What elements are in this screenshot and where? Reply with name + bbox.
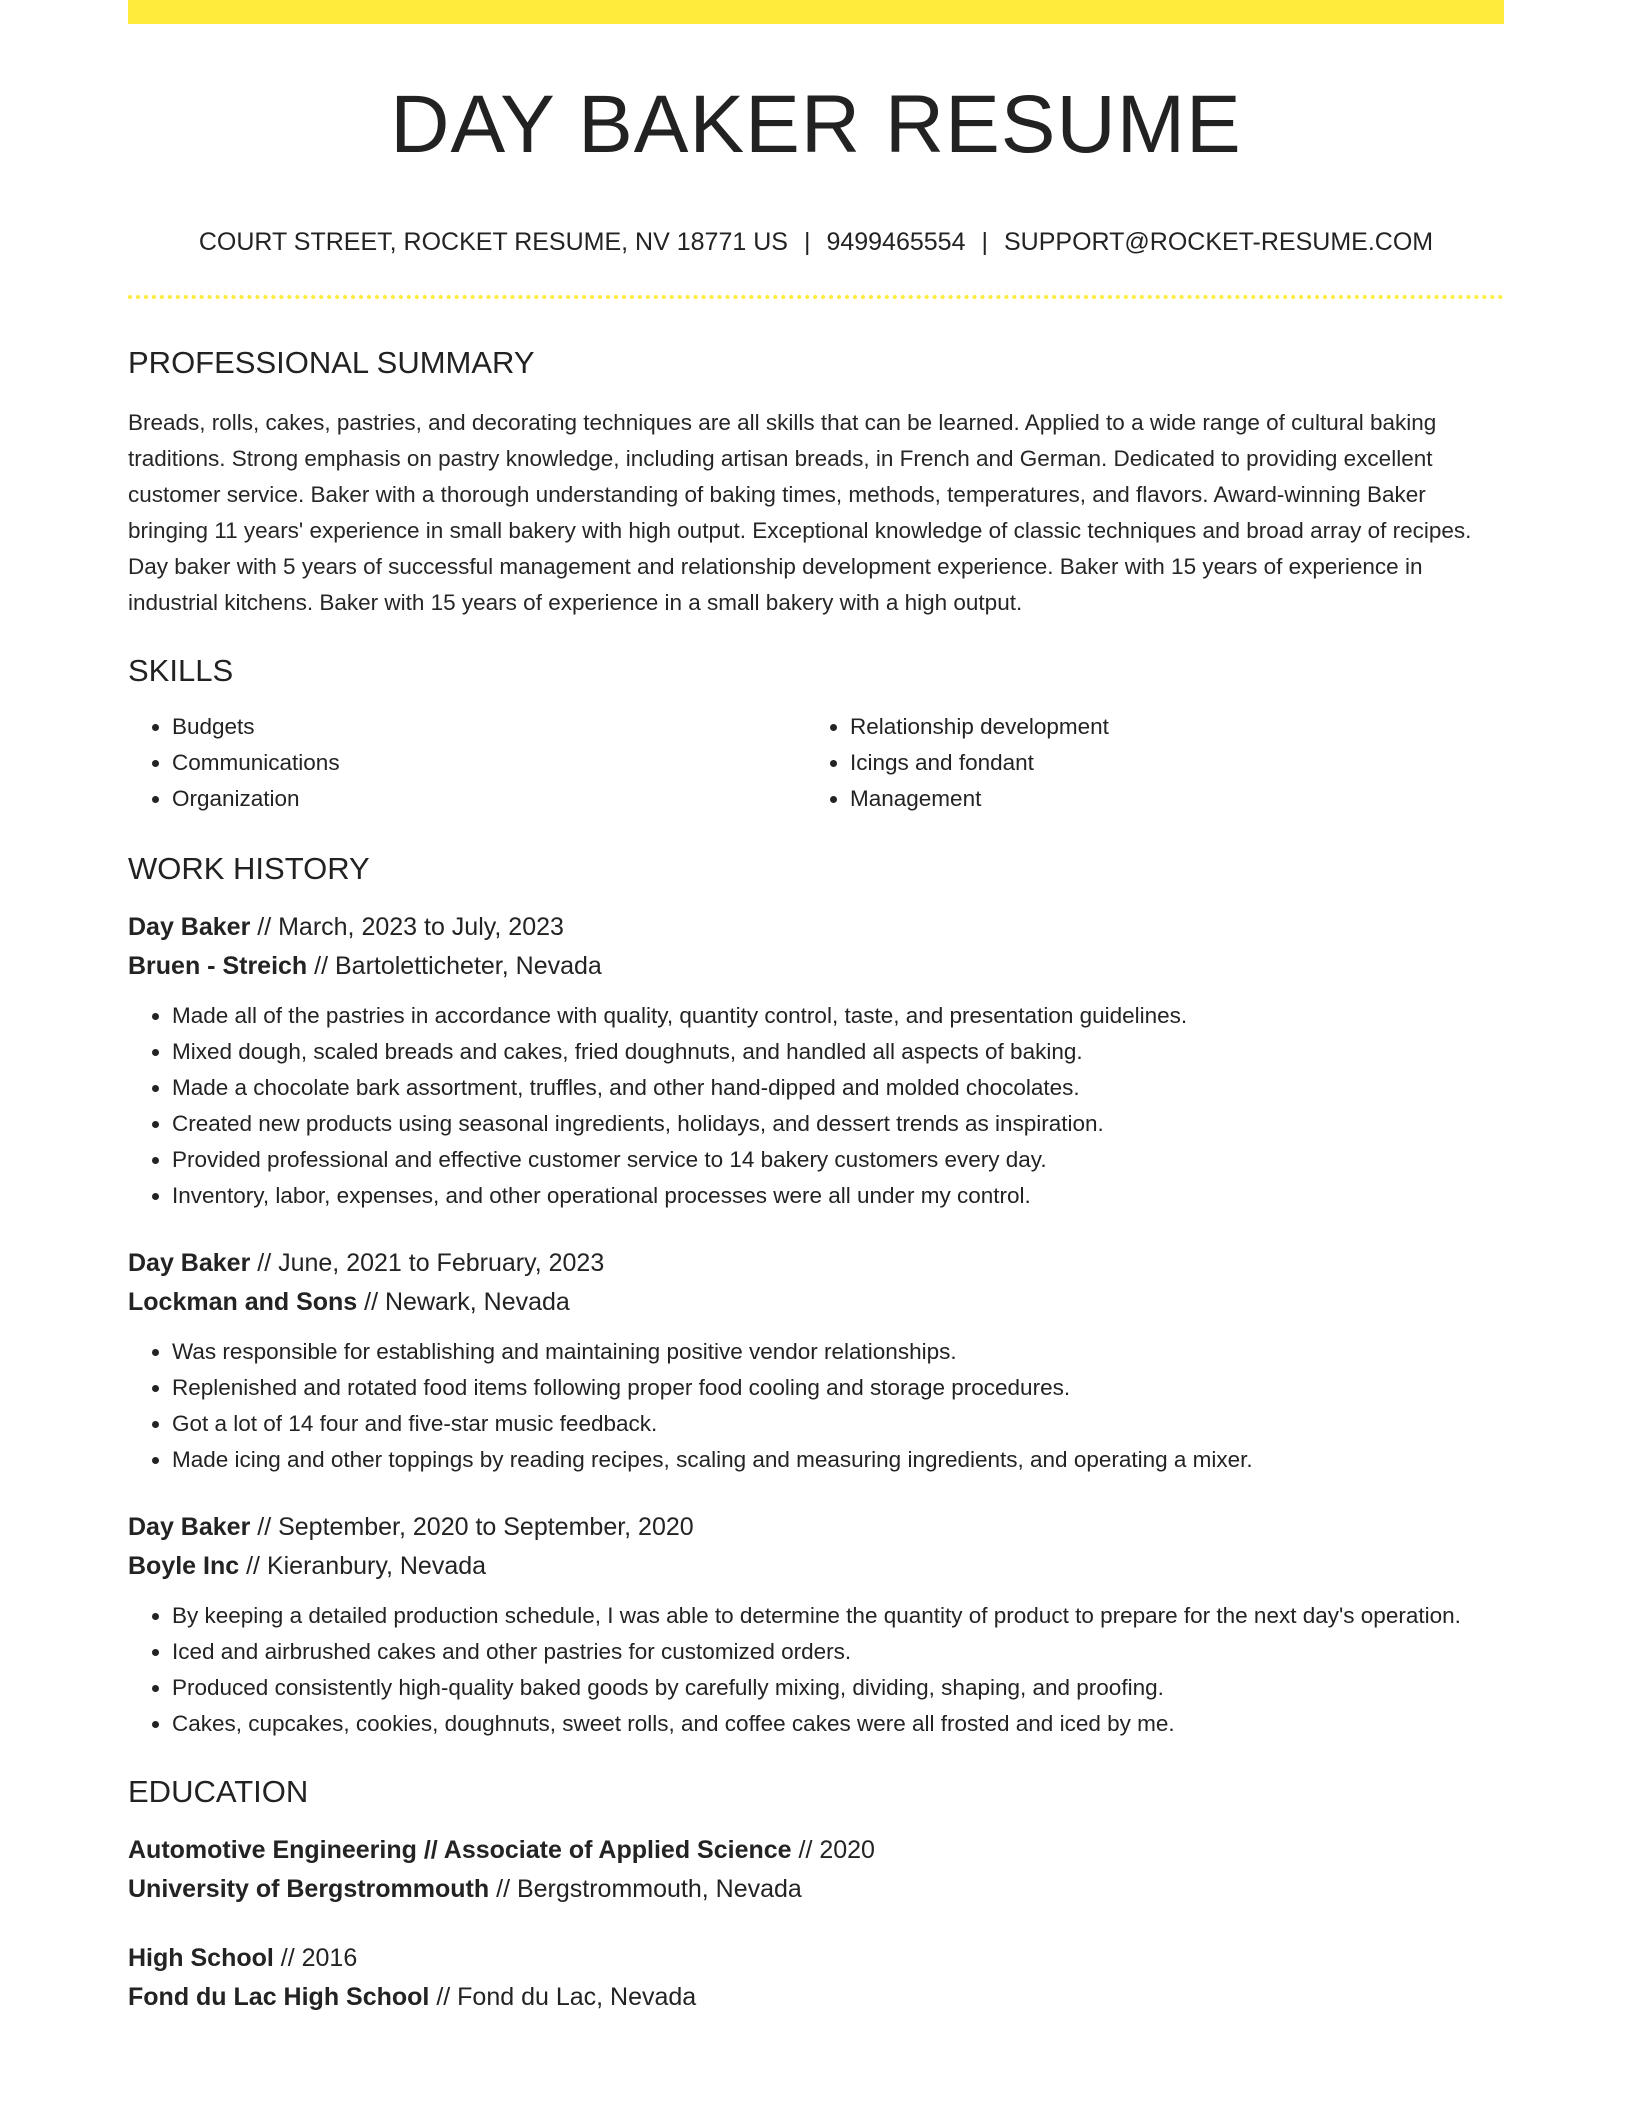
job-dates: // June, 2021 to February, 2023: [250, 1249, 605, 1277]
job-bullet: • Cakes, cupcakes, cookies, doughnuts, sweet rolls, and coffee cakes were all frosted and iced by me.: [172, 1706, 1504, 1742]
job-role: Day Baker: [128, 1249, 251, 1277]
job-location: // Newark, Nevada: [357, 1288, 570, 1316]
education-entry: [128, 1831, 1504, 1909]
skill-item: • Icings and fondant: [850, 745, 1484, 781]
job-bullet: • Provided professional and effective customer service to 14 bakery customers every day.: [172, 1142, 1504, 1178]
job-company: Bruen - Streich: [128, 952, 308, 980]
job-bullet: • Was responsible for establishing and maintaining positive vendor relationships.: [172, 1334, 1504, 1370]
job-bullet: • Made icing and other toppings by reading recipes, scaling and measuring ingredients, and operating a mixer.: [172, 1442, 1504, 1478]
education-degree: High School: [128, 1944, 274, 1972]
skill-item: • Organization: [172, 781, 806, 817]
job-dates: // March, 2023 to July, 2023: [250, 913, 564, 941]
education-location: // Fond du Lac, Nevada: [429, 1983, 697, 2011]
job-role: Day Baker: [128, 913, 251, 941]
job-entry: [128, 908, 1504, 1214]
skills-heading: SKILLS: [128, 653, 234, 688]
skill-item: • Budgets: [172, 709, 806, 745]
job-company-line: [128, 1283, 1504, 1322]
job-title-line: [128, 1508, 1504, 1547]
job-bullet: • Produced consistently high-quality baked goods by carefully mixing, dividing, shaping, and proofing.: [172, 1670, 1504, 1706]
job-bullets: [128, 998, 1504, 1214]
job-location: // Kieranbury, Nevada: [239, 1552, 487, 1580]
dotted-divider: [128, 295, 1504, 299]
education-year: // 2020: [791, 1836, 875, 1864]
resume-name: DAY BAKER RESUME: [390, 79, 1242, 170]
job-bullet: • Mixed dough, scaled breads and cakes, fried doughnuts, and handled all aspects of baking.: [172, 1034, 1504, 1070]
job-company-line: [128, 947, 1504, 986]
job-bullet: • Got a lot of 14 four and five-star music feedback.: [172, 1406, 1504, 1442]
education-school: University of Bergstrommouth: [128, 1875, 490, 1903]
job-bullet: • Inventory, labor, expenses, and other operational processes were all under my control.: [172, 1178, 1504, 1214]
contact-line: [128, 230, 1504, 255]
job-dates: // September, 2020 to September, 2020: [250, 1513, 694, 1541]
skills-column-left: [128, 709, 806, 817]
contact-separator: |: [981, 228, 988, 256]
education-location: // Bergstrommouth, Nevada: [489, 1875, 802, 1903]
education-degree-line: [128, 1831, 1504, 1870]
job-company: Boyle Inc: [128, 1552, 240, 1580]
skills-column-right: [806, 709, 1484, 817]
education-heading: EDUCATION: [128, 1774, 309, 1809]
contact-email: SUPPORT@ROCKET-RESUME.COM: [1003, 228, 1434, 256]
education-year: // 2016: [273, 1944, 358, 1972]
job-entry: [128, 1508, 1504, 1742]
job-bullets: [128, 1334, 1504, 1478]
job-company: Lockman and Sons: [128, 1288, 358, 1316]
job-bullet: • Replenished and rotated food items following proper food cooling and storage procedures.: [172, 1370, 1504, 1406]
job-bullets: [128, 1598, 1504, 1742]
work-history-heading: WORK HISTORY: [128, 851, 370, 886]
education-degree: Automotive Engineering // Associate of Applied Science: [128, 1836, 792, 1864]
job-bullet: • Created new products using seasonal ingredients, holidays, and dessert trends as inspiration.: [172, 1106, 1504, 1142]
job-title-line: [128, 1244, 1504, 1283]
summary-text: Breads, rolls, cakes, pastries, and decorating techniques are all skills that can be learned. Applied to a wide range of cultural baking traditions. Strong emphasis on pastry knowledge, including artisan breads, in French and German. Dedicated to providing excellent customer service. Baker with a thorough understanding of baking times, methods, temperatures, and flavors. Award-winning Baker bringing 11 years' experience in small bakery with high output. Exceptional knowledge of classic techniques and broad array of recipes. Day baker with 5 years of successful management and relationship development experience. Baker with 15 years of experience in industrial kitchens. Baker with 15 years of experience in a small bakery with a high output.: [128, 410, 1472, 615]
job-bullet: • By keeping a detailed production schedule, I was able to determine the quantity of product to prepare for the next day's operation.: [172, 1598, 1504, 1634]
job-bullet: • Made a chocolate bark assortment, truffles, and other hand-dipped and molded chocolates.: [172, 1070, 1504, 1106]
education-school-line: [128, 1978, 1504, 2017]
contact-address: COURT STREET, ROCKET RESUME, NV 18771 US: [198, 228, 788, 256]
contact-phone: 9499465554: [826, 228, 966, 256]
job-bullet: • Iced and airbrushed cakes and other pastries for customized orders.: [172, 1634, 1504, 1670]
skills-list: [128, 709, 1504, 817]
job-location: // Bartoletticheter, Nevada: [307, 952, 602, 980]
job-entry: [128, 1244, 1504, 1478]
job-bullet: • Made all of the pastries in accordance with quality, quantity control, taste, and presentation guidelines.: [172, 998, 1504, 1034]
education-school-line: [128, 1870, 1504, 1909]
contact-separator: |: [803, 228, 811, 256]
skill-item: • Management: [850, 781, 1484, 817]
job-title-line: [128, 908, 1504, 947]
education-entry: [128, 1939, 1504, 2017]
summary-heading: PROFESSIONAL SUMMARY: [128, 345, 535, 380]
resume-page: [128, 0, 1504, 2017]
job-role: Day Baker: [128, 1513, 251, 1541]
skill-item: • Relationship development: [850, 709, 1484, 745]
job-company-line: [128, 1547, 1504, 1586]
accent-top-bar: [128, 0, 1504, 24]
education-school: Fond du Lac High School: [128, 1983, 430, 2011]
education-degree-line: [128, 1939, 1504, 1978]
skill-item: • Communications: [172, 745, 806, 781]
